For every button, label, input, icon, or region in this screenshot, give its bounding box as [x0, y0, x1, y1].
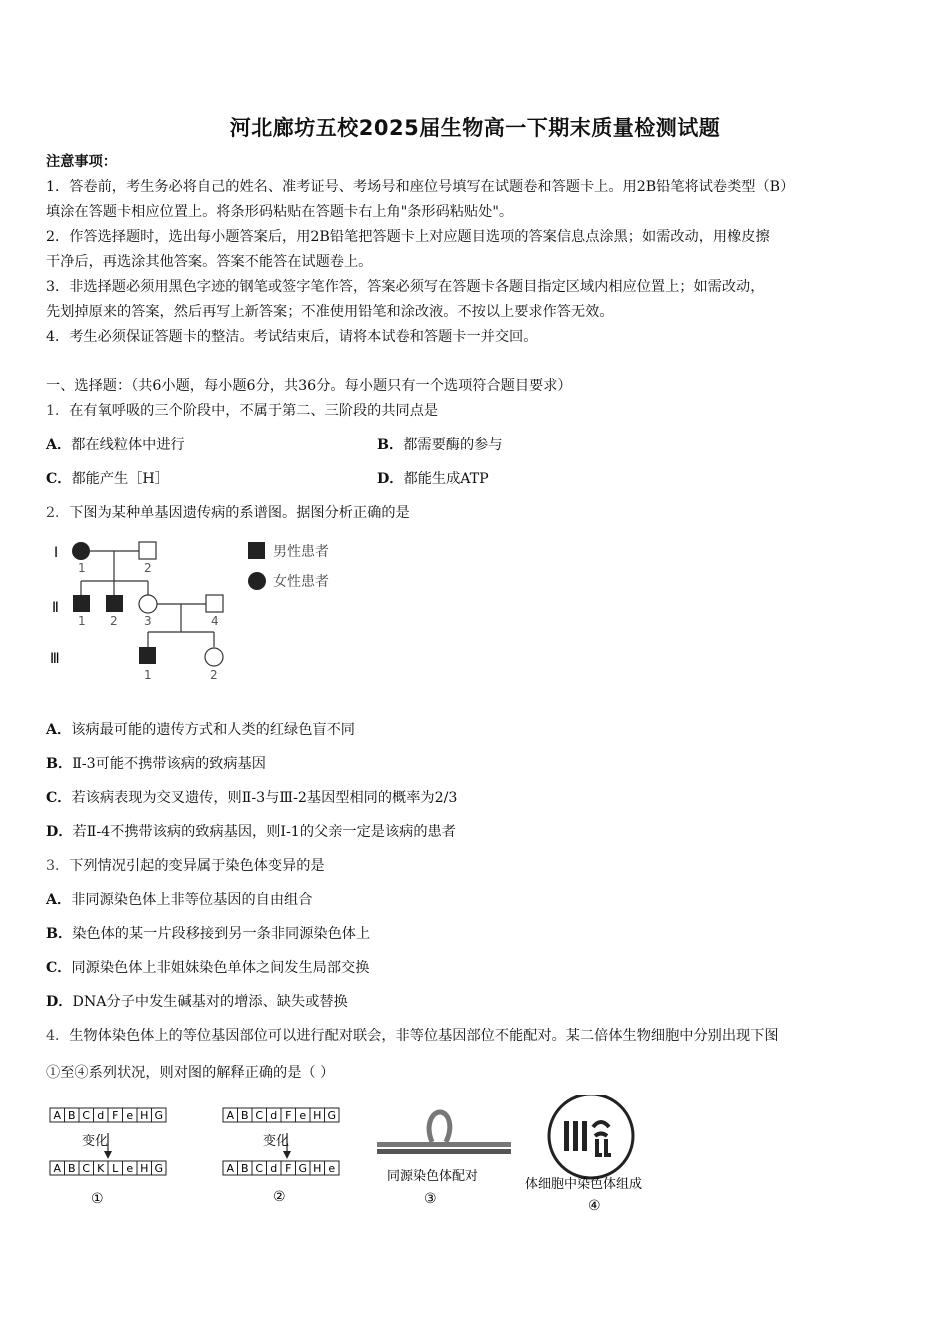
figure-1-bottom-gene: K: [97, 1162, 105, 1175]
III-1-affected-male: [139, 647, 156, 664]
figure-1-top-gene: C: [82, 1109, 91, 1122]
II-2-affected-male: [106, 595, 123, 612]
figure-1-bottom-gene: e: [126, 1162, 134, 1175]
II-1-affected-male: [73, 595, 90, 612]
notice-line-6: 先划掉原来的答案，然后再写上新答案；不准使用铅笔和涂改液。不按以上要求作答无效。: [46, 304, 614, 320]
q3-number: 3．: [46, 858, 70, 874]
q1-text: 在有氧呼吸的三个阶段中，不属于第二、三阶段的共同点是: [69, 403, 439, 419]
II-3-normal-female: [139, 595, 157, 613]
q1-option-d[interactable]: D．都能生成ATP: [377, 471, 489, 487]
II-2-number: 2: [110, 614, 118, 628]
figure-2-bottom-gene: H: [313, 1162, 322, 1175]
notice-heading: 注意事项：: [46, 154, 117, 170]
figure-2-top-gene: B: [240, 1109, 249, 1122]
figure-2-bottom-gene: C: [255, 1162, 264, 1175]
notice-line-5: 3．非选择题必须用黑色字迹的钢笔或签字笔作答，答案必须写在答题卡各题目指定区域内相应位置上；如需改动，: [46, 279, 765, 295]
figure-4-cell: [549, 1095, 633, 1178]
III-1-number: 1: [144, 668, 152, 682]
q1-number: 1．: [46, 403, 70, 419]
figure-2-bottom-gene: d: [270, 1162, 278, 1175]
page-title: 河北廊坊五校2025届生物高一下期末质量检测试题: [229, 116, 721, 140]
q2-option-d[interactable]: D．若Ⅱ-4不携带该病的致病基因，则Ⅰ-1的父亲一定是该病的患者: [46, 824, 456, 840]
notice-line-4: 干净后，再选涂其他答案。答案不能答在试题卷上。: [46, 254, 373, 270]
q3-stem: [46, 856, 325, 876]
q4-text-1: 生物体染色体上的等位基因部位可以进行配对联会，非等位基因部位不能配对。某二倍体生物细胞中分别出现下图: [69, 1028, 779, 1044]
III-2-normal-female: [205, 648, 223, 666]
legend-male-label: 男性患者: [273, 544, 329, 560]
gen-label-3: Ⅲ: [50, 651, 60, 667]
q2-text: 下图为某种单基因遗传病的系谱图。据图分析正确的是: [69, 505, 410, 521]
q2-number: 2．: [46, 505, 70, 521]
figure-1-top-gene: d: [97, 1109, 105, 1122]
gen-label-1: Ⅰ: [54, 545, 59, 561]
I-1-number: 1: [78, 561, 86, 575]
section-heading: 一、选择题：（共6小题，每小题6分，共36分。每小题只有一个选项符合题目要求）: [46, 378, 572, 394]
II-1-number: 1: [78, 614, 86, 628]
figure-2-bottom-gene: F: [285, 1162, 292, 1175]
figure-2-bottom-gene: B: [240, 1162, 249, 1175]
figure-2-top-gene: F: [285, 1109, 292, 1122]
q3-option-c[interactable]: C．同源染色体上非姐妹染色单体之间发生局部交换: [46, 960, 370, 976]
q4-number: 4．: [46, 1028, 70, 1044]
q3-option-b[interactable]: B．染色体的某一片段移接到另一条非同源染色体上: [46, 926, 371, 942]
figure-3-caption: 同源染色体配对: [387, 1169, 479, 1184]
figure-1-top-gene: B: [67, 1109, 76, 1122]
notice-line-3: 2．作答选择题时，选出每小题答案后，用2B铅笔把答题卡上对应题目选项的答案信息点涂黑；如需改动，用橡皮擦: [46, 229, 770, 245]
I-2-normal-male: [139, 542, 156, 559]
figure-3-label: ③: [424, 1191, 437, 1207]
gen-label-2: Ⅱ: [52, 600, 59, 616]
q4-stem-line-2: ①至④系列状况，则对图的解释正确的是（ ）: [46, 1065, 335, 1081]
figure-4-label: ④: [588, 1198, 601, 1214]
q1-option-b[interactable]: B．都需要酶的参与: [377, 437, 503, 453]
figure-2-top-gene: G: [327, 1109, 337, 1122]
figure-2-top-gene: d: [270, 1109, 278, 1122]
notice-line-2: 填涂在答题卡相应位置上。将条形码粘贴在答题卡右上角"条形码粘贴处"。: [46, 204, 514, 220]
figure-2-top-gene: e: [299, 1109, 307, 1122]
figure-1-bottom-gene: A: [53, 1162, 62, 1175]
figure-2-bottom-gene: G: [298, 1162, 308, 1175]
figure-4-caption: 体细胞中染色体组成: [525, 1177, 643, 1192]
figure-1-top-gene: G: [154, 1109, 164, 1122]
notice-line-7: 4．考生必须保证答题卡的整洁。考试结束后，请将本试卷和答题卡一并交回。: [46, 329, 538, 345]
II-4-number: 4: [211, 614, 219, 628]
figure-3-homolog-pairing: [377, 1112, 511, 1154]
q3-option-d[interactable]: D．DNA分子中发生碱基对的增添、缺失或替换: [46, 994, 348, 1010]
figure-2-bottom-gene: A: [226, 1162, 235, 1175]
figure-1-bottom-gene: C: [82, 1162, 91, 1175]
pedigree-chart: [40, 532, 360, 692]
figure-1-bottom-gene: H: [140, 1162, 149, 1175]
figure-1-top-gene: F: [112, 1109, 119, 1122]
q2-option-b[interactable]: B．Ⅱ-3可能不携带该病的致病基因: [46, 756, 266, 772]
II-4-normal-male: [206, 595, 223, 612]
figure-1-change-label: 变化: [82, 1134, 109, 1149]
q3-text: 下列情况引起的变异属于染色体变异的是: [69, 858, 325, 874]
notice-line-1: 1．答卷前，考生务必将自己的姓名、准考证号、考场号和座位号填写在试题卷和答题卡上。用2B铅笔将试卷类型（B）: [46, 179, 795, 195]
figure-2-label: ②: [273, 1189, 286, 1205]
q2-stem: [46, 503, 410, 523]
figure-2-change-label: 变化: [263, 1134, 290, 1149]
I-1-affected-female: [72, 542, 90, 560]
II-3-number: 3: [144, 614, 152, 628]
legend-male-icon: [248, 542, 265, 559]
figure-2-bottom-gene: e: [328, 1162, 336, 1175]
figure-1-label: ①: [91, 1191, 104, 1207]
legend-female-label: 女性患者: [273, 574, 329, 590]
figure-1-bottom-gene: B: [67, 1162, 76, 1175]
legend-female-icon: [248, 572, 266, 590]
figure-1-top-gene: H: [140, 1109, 149, 1122]
q1-stem: [46, 401, 438, 421]
figure-2-top-gene: A: [226, 1109, 235, 1122]
I-2-number: 2: [144, 561, 152, 575]
figure-1-bottom-gene: L: [112, 1162, 119, 1175]
q1-option-c[interactable]: C．都能产生［H］: [46, 471, 169, 487]
q3-option-a[interactable]: A．非同源染色体上非等位基因的自由组合: [46, 892, 313, 908]
figure-1-top-gene: e: [126, 1109, 134, 1122]
figure-1-top-gene: A: [53, 1109, 62, 1122]
q2-option-a[interactable]: A．该病最可能的遗传方式和人类的红绿色盲不同: [46, 722, 355, 738]
figure-1-bottom-gene: G: [154, 1162, 164, 1175]
q1-option-a[interactable]: A．都在线粒体中进行: [46, 437, 185, 453]
III-2-number: 2: [210, 668, 218, 682]
figure-2-top-gene: H: [313, 1109, 322, 1122]
q2-option-c[interactable]: C．若该病表现为交叉遗传，则Ⅱ-3与Ⅲ-2基因型相同的概率为2/3: [46, 790, 458, 806]
q4-figures: [40, 1095, 680, 1220]
q4-stem-line-1: [46, 1026, 779, 1046]
figure-2-top-gene: C: [255, 1109, 264, 1122]
